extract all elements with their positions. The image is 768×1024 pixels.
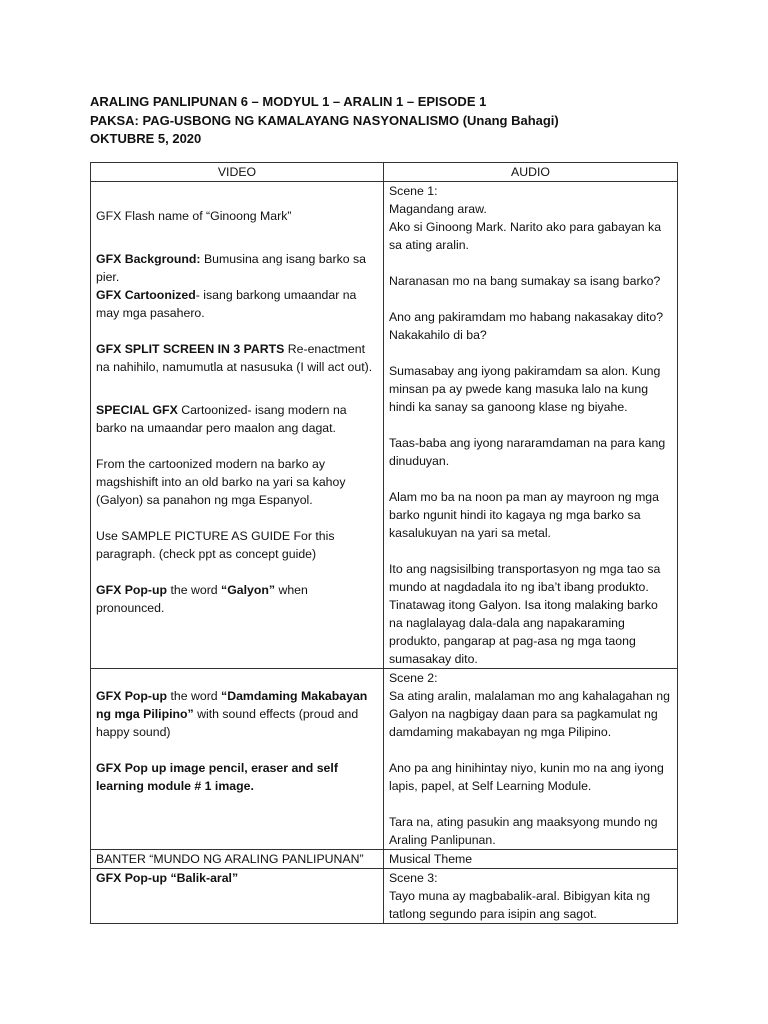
video-text: GFX Cartoonized- isang barkong umaandar na may mga pasahero. xyxy=(96,288,357,320)
audio-cell xyxy=(383,182,677,669)
document-header xyxy=(90,93,559,149)
video-text: SPECIAL GFX Cartoonized- isang modern na barko na umaandar pero maalon ang dagat. xyxy=(96,403,347,435)
audio-text: Naranasan mo na bang sumakay sa isang barko? xyxy=(388,274,661,288)
audio-text: Tara na, ating pasukin ang maaksyong mundo ng Araling Panlipunan. xyxy=(388,815,658,847)
video-text: GFX Pop-up “Balik-aral” xyxy=(96,871,239,885)
video-text: Use SAMPLE PICTURE AS GUIDE For this paragraph. (check ppt as concept guide) xyxy=(96,529,335,561)
audio-cell xyxy=(383,669,677,850)
audio-column-header: AUDIO xyxy=(383,163,677,182)
audio-text: Taas-baba ang iyong nararamdaman na para kang dinuduyan. xyxy=(388,436,666,468)
table-row xyxy=(91,669,678,850)
video-column-header: VIDEO xyxy=(91,163,384,182)
video-text: GFX Pop-up the word “Damdaming Makabayan ng mga Pilipino” with sound effects (proud and happy sound) xyxy=(96,689,368,739)
video-text: GFX SPLIT SCREEN IN 3 PARTS Re-enactment na nahihilo, namumutla at nasusuka (I will act out). xyxy=(96,342,373,374)
header-topic-line: PAKSA: PAG-USBONG NG KAMALAYANG NASYONALISMO (Unang Bahagi) xyxy=(90,112,559,128)
audio-text: Ano pa ang hinihintay niyo, kunin mo na ang iyong lapis, papel, at Self Learning Module. xyxy=(388,761,664,793)
video-cell xyxy=(91,182,384,669)
scene-label: Scene 1: xyxy=(388,184,438,198)
audio-cell xyxy=(383,850,677,869)
audio-text: Sa ating aralin, malalaman mo ang kahalagahan ng Galyon na nagbigay daan para sa pagkamulat ng damdaming makabayan ng mga Pilipino. xyxy=(388,689,670,739)
video-text: GFX Flash name of “Ginoong Mark” xyxy=(96,209,292,223)
video-text: BANTER “MUNDO NG ARALING PANLIPUNAN” xyxy=(96,852,364,866)
table-row xyxy=(91,850,678,869)
video-cell xyxy=(91,669,384,850)
audio-text: Ako si Ginoong Mark. Narito ako para gabayan ka sa ating aralin. xyxy=(388,220,662,252)
video-text: GFX Pop up image pencil, eraser and self learning module # 1 image. xyxy=(96,761,338,793)
table-row xyxy=(91,182,678,669)
audio-text: Tayo muna ay magbabalik-aral. Bibigyan kita ng tatlong segundo para isipin ang sagot. xyxy=(388,889,651,921)
audio-text: Musical Theme xyxy=(388,852,473,866)
video-text: GFX Background: Bumusina ang isang barko sa pier. xyxy=(96,252,366,284)
audio-text: Magandang araw. xyxy=(388,202,487,216)
audio-text: Ito ang nagsisilbing transportasyon ng mga tao sa mundo at nagdadala ito ng iba’t ibang produkto. Tinatawag itong Galyon. Isa itong malaking barko na naglalayag dala-dala ang napakaraming produkto, pangarap at pag-asa ng mga taong sumasakay dito. xyxy=(388,562,661,666)
video-text: From the cartoonized modern na barko ay magshishift into an old barko na yari sa kahoy (Galyon) sa panahon ng mga Espanyol. xyxy=(96,457,346,507)
video-cell xyxy=(91,869,384,924)
audio-text: Sumasabay ang iyong pakiramdam sa alon. Kung minsan pa ay pwede kang masuka lalo na kung hindi ka sanay sa ganoong klase ng biyahe. xyxy=(388,364,661,414)
table-row xyxy=(91,869,678,924)
scene-label: Scene 3: xyxy=(388,871,438,885)
audio-text: Ano ang pakiramdam mo habang nakasakay dito? Nakakahilo di ba? xyxy=(388,310,664,342)
header-date-line: OKTUBRE 5, 2020 xyxy=(90,131,202,146)
audio-cell xyxy=(383,869,677,924)
video-text: GFX Pop-up the word “Galyon” when pronounced. xyxy=(96,583,308,615)
scene-label: Scene 2: xyxy=(388,671,438,685)
video-cell xyxy=(91,850,384,869)
table-header-row xyxy=(91,163,678,182)
header-subject-line: ARALING PANLIPUNAN 6 – MODYUL 1 – ARALIN 1 – EPISODE 1 xyxy=(90,94,487,109)
script-table xyxy=(90,162,678,924)
audio-text: Alam mo ba na noon pa man ay mayroon ng mga barko ngunit hindi ito kagaya ng mga barko sa kasalukuyan na yari sa metal. xyxy=(388,490,659,540)
